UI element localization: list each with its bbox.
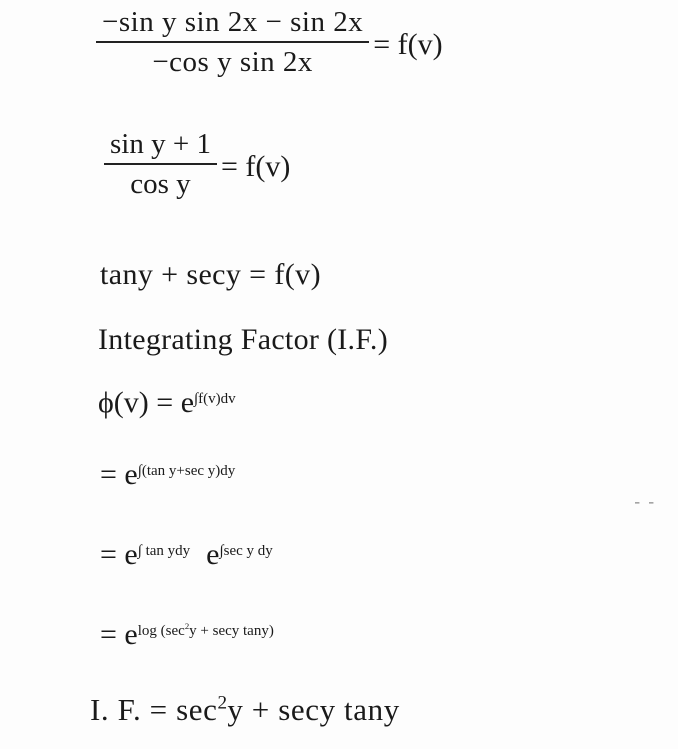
equation-8-lhs: = e <box>100 618 138 651</box>
equation-8-exponent-pre: log (sec <box>137 623 185 639</box>
fraction-1-bar <box>96 41 369 43</box>
equation-2 <box>104 130 290 203</box>
equation-1-rhs: = f(v) <box>373 27 443 61</box>
equation-9-result <box>90 692 400 728</box>
equation-2-rhs: = f(v) <box>220 149 291 183</box>
fraction-1 <box>96 6 369 79</box>
equation-7-exponent: ∫ tan ydy <box>137 543 191 559</box>
fraction-2 <box>104 128 217 201</box>
fraction-1-denominator: −cos y sin 2x <box>152 46 313 78</box>
equation-5-lhs: ϕ(v) = e <box>98 386 195 419</box>
fraction-1-numerator: −sin y sin 2x − sin 2x <box>102 6 364 38</box>
equation-7 <box>100 538 273 572</box>
fraction-2-bar <box>104 163 217 165</box>
fraction-2-denominator: cos y <box>130 168 191 200</box>
equation-5 <box>98 386 236 420</box>
equation-6-exponent: ∫(tan y+sec y)dy <box>137 463 236 479</box>
equation-1 <box>96 8 443 81</box>
integrating-factor-heading: Integrating Factor (I.F.) <box>98 323 389 356</box>
equation-8 <box>100 618 274 652</box>
equation-8-exponent <box>138 623 274 639</box>
equation-8-exponent-post: y + secy tany) <box>189 623 274 639</box>
equation-7-second-base: e <box>206 538 220 571</box>
equation-5-exponent: ∫f(v)dv <box>194 391 236 407</box>
equation-9-superscript: 2 <box>217 692 228 714</box>
fraction-2-numerator: sin y + 1 <box>110 128 211 160</box>
margin-scan-mark: - - <box>634 492 656 511</box>
equation-6-lhs: = e <box>100 458 138 491</box>
equation-7-lhs: = e <box>100 538 138 571</box>
equation-7-second-exponent: ∫sec y dy <box>219 543 273 559</box>
equation-9-pre: I. F. = sec <box>90 692 218 727</box>
equation-8-exponent-superscript: 2 <box>184 621 190 631</box>
equation-9-post: y + secy tany <box>227 692 400 727</box>
equation-6 <box>100 458 235 492</box>
equation-3: tany + secy = f(v) <box>100 258 321 291</box>
